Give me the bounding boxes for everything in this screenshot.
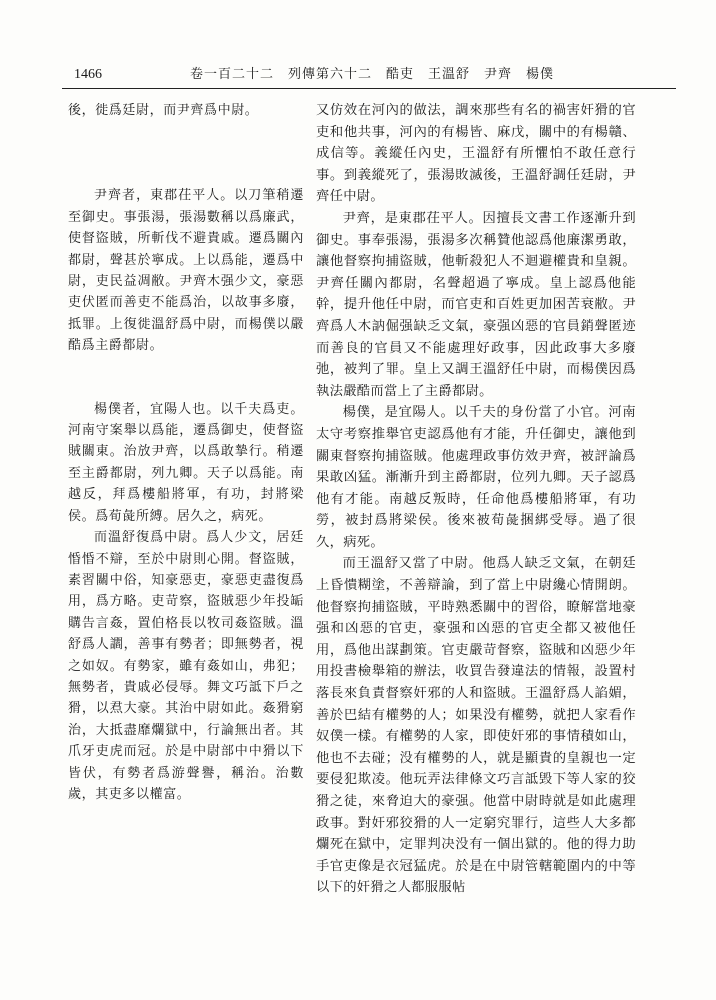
classical-text-column xyxy=(68,100,304,1000)
page-number: 1466 xyxy=(74,67,102,82)
running-head-title: 卷一百二十二 列傳第六十二 酷吏 王溫舒 尹齊 楊僕 xyxy=(190,67,555,82)
classical-paragraph: 後，徙爲廷尉，而尹齊爲中尉。 xyxy=(68,103,259,118)
classical-paragraph: 尹齊者，東郡茌平人。以刀筆稍遷至御史。事張湯，張湯數稱以爲廉武，使督盜賊，所斬伐不避貴戚。遷爲關內都尉，聲甚於寧成。上以爲能，遷爲中尉，吏民益凋敝。尹齊木强少文，豪惡吏伏匿而善吏不能爲治，以故事多廢，抵罪。上復徙溫舒爲中尉，而楊僕以嚴酷爲主爵都尉。 xyxy=(68,188,304,354)
translation-paragraph: 楊僕，是宜陽人。以千夫的身份當了小官。河南太守考察推舉官吏認爲他有才能，升任御史，讓他到關東督察拘捕盜賊。他處理政事仿效尹齊，被評論爲果敢凶猛。漸漸升到主爵都尉，位列九卿。天子認爲他有才能。南越反叛時，任命他爲樓船將軍，有功勞，被封爲將梁侯。後來被荀彘捆綁受辱。過了很久，病死。 xyxy=(316,405,636,550)
section-gap xyxy=(68,121,304,185)
translation-paragraph: 又仿效在河內的做法，調來那些有名的禍害奸猾的官吏和他共事，河內的有楊皆、麻戊，關中的有楊贛、成信等。義縱任內史，王溫舒有所懼怕不敢任意行事。到義縱死了，張湯敗滅後，王溫舒調任廷尉，尹齊任中尉。 xyxy=(316,103,636,205)
classical-paragraph: 而溫舒復爲中尉。爲人少文，居廷惛惛不辯，至於中尉則心開。督盜賊，素習關中俗，知豪惡吏，豪惡吏盡復爲用，爲方略。吏苛察，盜賊惡少年投缿購告言姦，置伯格長以牧司姦盜賊。溫舒爲人讇，善事有勢者；即無勢者，視之如奴。有勢家，雖有姦如山，弗犯；無勢者，貴戚必侵辱。舞文巧詆下戶之猾，以焄大豪。其治中尉如此。姦猾窮治，大抵盡靡爛獄中，行論無出者。其爪牙吏虎而冠。於是中尉部中中猾以下皆伏，有勢者爲游聲譽，稱治。治數歲，其吏多以權富。 xyxy=(68,530,304,802)
translation-paragraph: 尹齊，是東郡茌平人。因擅長文書工作逐漸升到御史。事奉張湯，張湯多次稱贊他認爲他廉潔勇敢，讓他督察拘捕盜賊，他斬殺犯人不迴避權貴和皇親。尹齊任關內都尉，名聲超過了寧成。皇上認爲他能幹，提升他任中尉，而官吏和百姓更加困苦衰敝。尹齊爲人木訥倔强缺乏文氣，豪强凶惡的官員銷聲匿迹而善良的官員又不能處理好政事，因此政事大多廢弛，被判了罪。皇上又調王溫舒任中尉，而楊僕因爲執法嚴酷而當上了主爵都尉。 xyxy=(316,210,636,399)
header-rule xyxy=(62,88,676,89)
section-gap xyxy=(68,357,304,399)
running-header xyxy=(74,64,674,86)
translation-text-column xyxy=(316,100,636,1000)
classical-paragraph: 楊僕者，宜陽人也。以千夫爲吏。河南守案舉以爲能，遷爲御史，使督盜賊關東。治放尹齊，以爲敢摯行。稍遷至主爵都尉，列九卿。天子以爲能。南越反，拜爲樓船將軍，有功，封將梁侯。爲荀彘所縛。居久之，病死。 xyxy=(68,401,304,524)
translation-paragraph: 而王溫舒又當了中尉。他爲人缺乏文氣，在朝廷上昏憒糊塗，不善辯論，到了當上中尉纔心情開朗。他督察拘捕盜賊，平時熟悉關中的習俗，瞭解當地豪强和凶惡的官吏，豪强和凶惡的官吏全都又被他任用，爲他出謀劃策。官吏嚴苛督察，盜賊和凶惡少年用投書檢舉箱的辦法，收買告發違法的情報，設置村落長來負責督察奸邪的人和盜賊。王溫舒爲人諂媚，善於巴結有權勢的人；如果没有權勢，就把人家看作奴僕一樣。有權勢的人家，即使奸邪的事情積如山，他也不去碰；没有權勢的人，就是顯貴的皇親也一定要侵犯欺凌。他玩弄法律條文巧言詆毁下等人家的狡猾之徒，來脅迫大的豪强。他當中尉時就是如此處理政事。對奸邪狡猾的人一定窮究罪行，這些人大多都爛死在獄中，定罪判决没有一個出獄的。他的得力助手官吏像是衣冠猛虎。於是在中尉管轄範圍内的中等以下的奸猾之人都服服帖 xyxy=(316,556,636,896)
